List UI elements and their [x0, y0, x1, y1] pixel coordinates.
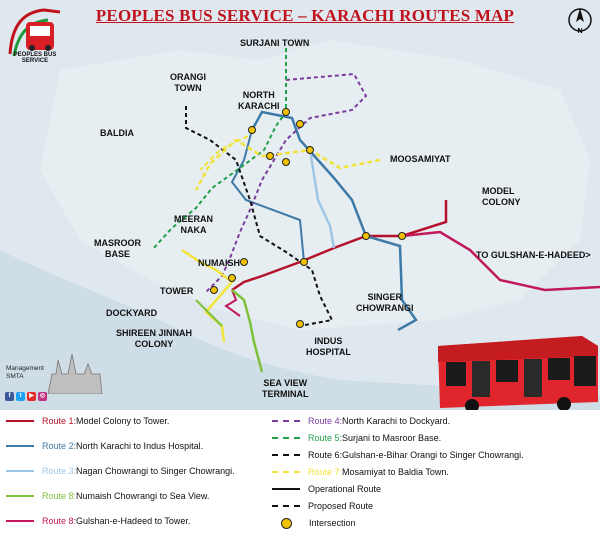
legend-route-key: Route 1:	[42, 416, 77, 426]
logo-text: PEOPLES BUS SERVICE	[13, 52, 57, 64]
label-tower: TOWER	[160, 286, 194, 296]
legend-route-desc: Numaish Chowrangi to Sea View.	[76, 491, 210, 501]
label-numaish: NUMAISH	[198, 258, 240, 268]
intersection-marker	[241, 259, 248, 266]
legend	[0, 410, 600, 538]
label-baldia: BALDIA	[100, 128, 134, 138]
legend-route-key: Route 6:	[308, 450, 343, 460]
legend-swatch	[6, 470, 34, 472]
legend-route-desc: Surjani to Masroor Base.	[342, 433, 442, 443]
legend-route-desc: North Karachi to Dockyard.	[342, 416, 451, 426]
legend-route-key: Route 3:	[42, 466, 77, 476]
page-title: PEOPLES BUS SERVICE – KARACHI ROUTES MAP	[95, 6, 515, 25]
intersection-marker	[229, 275, 236, 282]
legend-route-desc: Proposed Route	[308, 501, 374, 511]
intersection-marker	[297, 321, 304, 328]
legend-item	[6, 414, 169, 428]
management-credit: Management SMTA	[6, 365, 44, 380]
legend-item	[272, 499, 373, 513]
label-masroor-base: MASROOR BASE	[94, 238, 141, 259]
intersection-marker	[301, 259, 308, 266]
legend-item	[6, 489, 209, 503]
legend-item	[272, 431, 441, 445]
north-arrow-icon	[566, 4, 594, 36]
label-indus-hospital: INDUS HOSPITAL	[306, 336, 351, 357]
youtube-icon[interactable]: ▶	[27, 392, 36, 401]
label-sea-view-terminal: SEA VIEW TERMINAL	[262, 378, 309, 399]
legend-route-key: Route 5:	[308, 433, 343, 443]
legend-swatch	[6, 520, 34, 522]
legend-swatch	[272, 454, 300, 456]
legend-route-desc: Model Colony to Tower.	[76, 416, 170, 426]
label-model-colony: MODEL COLONY	[482, 186, 521, 207]
label-surjani-town: SURJANI TOWN	[240, 38, 310, 48]
legend-swatch	[272, 505, 300, 507]
label-singer-chowrangi: SINGER CHOWRANGI	[356, 292, 414, 313]
intersection-marker	[283, 159, 290, 166]
legend-route-key: Route 7:	[308, 467, 343, 477]
legend-item	[272, 516, 356, 530]
intersection-marker	[249, 127, 256, 134]
legend-route-desc: Gulshan-e-Hadeed to Tower.	[76, 516, 191, 526]
bus-illustration	[432, 332, 600, 410]
label-moosamiyat: MOOSAMIYAT	[390, 154, 451, 164]
facebook-icon[interactable]: f	[5, 392, 14, 401]
legend-item	[272, 414, 450, 428]
intersection-marker	[297, 121, 304, 128]
intersection-marker	[267, 153, 274, 160]
legend-item	[6, 439, 203, 453]
label-gulshan-hadeed: TO GULSHAN-E-HADEED>	[476, 250, 591, 260]
legend-swatch	[272, 420, 300, 422]
legend-item	[272, 448, 524, 462]
instagram-icon[interactable]: ◎	[39, 393, 46, 399]
label-shireen-jinnah: SHIREEN JINNAH COLONY	[116, 328, 193, 349]
legend-swatch	[6, 445, 34, 447]
intersection-icon	[281, 518, 292, 529]
legend-route-desc: Gulshan-e-Bihar Orangi to Singer Chowrangi.	[342, 450, 524, 460]
social-icons	[5, 392, 47, 401]
legend-swatch	[272, 437, 300, 439]
legend-route-desc: Mosamiyat to Baldia Town.	[342, 467, 449, 477]
legend-route-key: Route 4:	[308, 416, 343, 426]
intersection-marker	[211, 287, 218, 294]
legend-item	[272, 482, 381, 496]
intersection-marker	[363, 233, 370, 240]
legend-route-key: Route 8:	[42, 491, 77, 501]
intersection-marker	[399, 233, 406, 240]
legend-swatch	[6, 495, 34, 497]
monument-illustration	[44, 350, 104, 394]
legend-route-key: Route 2:	[42, 441, 77, 451]
legend-route-desc: North Karachi to Indus Hospital.	[76, 441, 204, 451]
compass-letter: N	[577, 28, 583, 35]
intersection-marker	[307, 147, 314, 154]
twitter-icon[interactable]: t	[16, 392, 25, 401]
intersection-marker	[283, 109, 290, 116]
legend-route-desc: Nagan Chowrangi to Singer Chowrangi.	[76, 466, 235, 476]
label-north-karachi: NORTH KARACHI	[238, 90, 280, 111]
legend-item	[6, 464, 235, 478]
legend-swatch	[272, 488, 300, 490]
legend-swatch	[272, 471, 300, 473]
legend-item	[6, 514, 190, 528]
label-dockyard: DOCKYARD	[106, 308, 158, 318]
legend-route-desc: Operational Route	[308, 484, 382, 494]
legend-item	[272, 465, 449, 479]
legend-swatch	[6, 420, 34, 422]
label-meeran-naka: MEERAN NAKA	[174, 214, 214, 235]
label-orangi-town: ORANGI TOWN	[170, 72, 206, 93]
legend-route-key: Route 8:	[42, 516, 77, 526]
legend-route-desc: Intersection	[309, 518, 356, 528]
